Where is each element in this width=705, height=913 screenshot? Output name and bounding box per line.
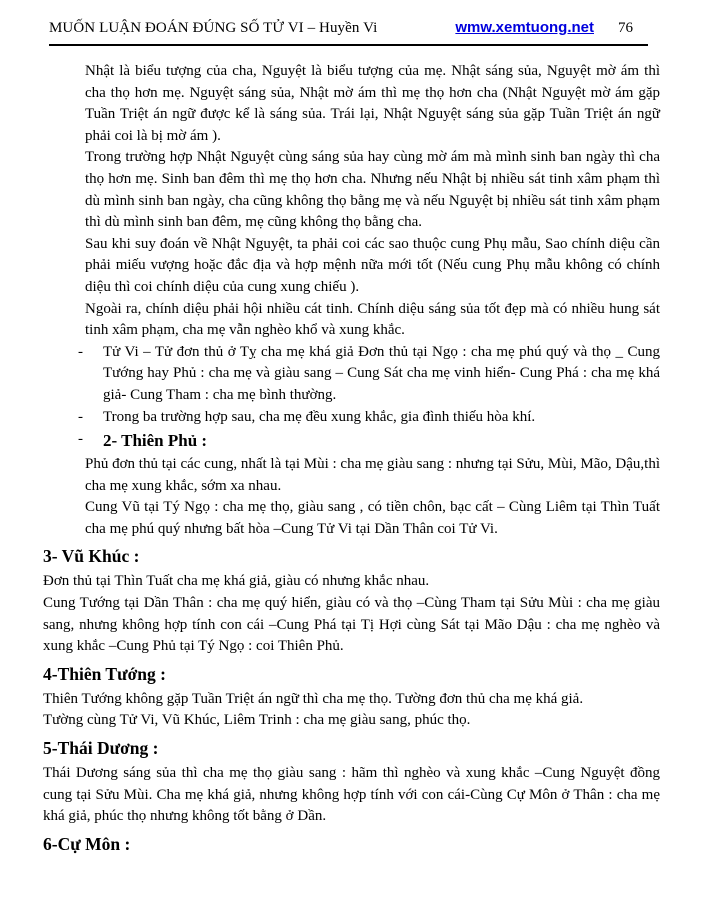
intro-block <box>85 61 660 342</box>
page-number: 76 <box>618 20 633 36</box>
bullet-list <box>75 342 660 453</box>
list-item-heading <box>75 429 660 453</box>
thien-phu-block <box>85 454 660 540</box>
section-thai-duong <box>43 737 660 828</box>
list-item <box>75 342 660 407</box>
bullet-dash: - <box>78 431 83 448</box>
section-cu-mon <box>43 833 660 856</box>
paragraph: Nhật là biểu tượng của cha, Nguyệt là biểu tượng của mẹ. Nhật sáng sủa, Nguyệt mờ ám thì cha thọ hơn mẹ. Nguyệt sáng sủa, Nhật mờ ám thì mẹ thọ hơn cha (Nhật Nguyệt mờ ám gặp Tuần Triệt án ngữ được kể là sáng sủa. Trái lại, Nhật Nguyệt sáng sủa gặp Tuần Triệt án ngữ phải coi là bị mờ ám ). <box>85 63 660 144</box>
bullet-dash: - <box>78 408 83 425</box>
header-divider <box>49 44 648 46</box>
list-item <box>75 407 660 429</box>
website-link[interactable]: wmw.xemtuong.net <box>455 19 594 36</box>
section-thien-tuong <box>43 663 660 732</box>
section-heading-cu-mon: 6-Cự Môn : <box>43 833 131 854</box>
document-body <box>43 61 660 856</box>
document-title: MUỐN LUẬN ĐOÁN ĐÚNG SỐ TỬ VI – Huyền Vi <box>49 20 378 36</box>
section-heading-vu-khuc: 3- Vũ Khúc : <box>43 546 140 567</box>
paragraph: Thiên Tướng không gặp Tuần Triệt án ngữ thì cha mẹ thọ. Tường đơn thủ cha mẹ khá giả. <box>43 690 584 707</box>
paragraph: Cung Tướng tại Dần Thân : cha mẹ quý hiển, giàu có và thọ –Cùng Tham tại Sửu Mùi : cha mẹ giàu sang, nhưng không hợp tính con cái –Cung Phá tại Tị Hợi cùng Sát tại Mão Dậu : cha mẹ nghèo và xung khắc –Cung Phủ tại Tý Ngọ : coi Thiên Phủ. <box>43 595 660 655</box>
paragraph: Sau khi suy đoán về Nhật Nguyệt, ta phải coi các sao thuộc cung Phụ mẫu, Sao chính diệu cần phải miếu vượng hoặc đắc địa và hợp mệnh nữa mới tốt (Nếu cung Phụ mẫu không có chính diệu thì coi chính diệu của cung xung chiếu ). <box>85 235 660 295</box>
paragraph: Tường cùng Tử Vi, Vũ Khúc, Liêm Trinh : cha mẹ giàu sang, phúc thọ. <box>43 712 471 729</box>
paragraph: Cung Vũ tại Tý Ngọ : cha mẹ thọ, giàu sang , có tiền chôn, bạc cất – Cùng Liêm tại Thìn Tuất cha mẹ phú quý nhưng bất hòa –Cung Tử Vi tại Dần Thân coi Tử Vi. <box>85 499 660 537</box>
section-vu-khuc <box>43 545 660 657</box>
section-heading-thien-tuong: 4-Thiên Tướng : <box>43 663 166 684</box>
page-header <box>0 0 705 37</box>
paragraph: Thái Dương sáng sủa thì cha mẹ thọ giàu sang : hãm thì nghèo và xung khắc –Cung Nguyệt đồng cung tại Sửu Mùi. Cha mẹ khá giả, nhưng không hợp tính với con cái-Cùng Cự Môn ở Thân : cha mẹ khá giả, phúc thọ nhưng không tốt bằng ở Dần. <box>43 765 660 825</box>
paragraph: Phủ đơn thủ tại các cung, nhất là tại Mùi : cha mẹ giàu sang : nhưng tại Sửu, Mùi, Mão, Dậu,thì cha mẹ xung khắc, sớm xa nhau. <box>85 456 660 494</box>
list-item-text: Tử Vi – Tử đơn thủ ở Tỵ cha mẹ khá giả Đơn thủ tại Ngọ : cha mẹ phú quý và thọ _ Cung Tướng hay Phủ : cha mẹ và giàu sang – Cung Sát cha mẹ vinh hiển- Cung Phá : cha mẹ khá giả- Cung Tham : cha mẹ bình thường. <box>103 343 660 403</box>
section-heading-thai-duong: 5-Thái Dương : <box>43 738 159 759</box>
list-item-text: Trong ba trường hợp sau, cha mẹ đều xung khắc, gia đình thiếu hòa khí. <box>103 408 536 425</box>
bullet-dash: - <box>78 343 83 360</box>
paragraph: Ngoài ra, chính diệu phải hội nhiều cát tinh. Chính diệu sáng sủa tốt đẹp mà có nhiều hung sát tinh xâm phạm, cha mẹ vẫn nghèo khổ và xung khắc. <box>85 300 660 339</box>
paragraph: Trong trường hợp Nhật Nguyệt cùng sáng sủa hay cùng mờ ám mà mình sinh ban ngày thì cha thọ hơn mẹ. Sinh ban đêm thì mẹ thọ hơn cha. Nhưng nếu Nhật bị nhiều sát tinh xâm phạm thì dù mình sinh ban ngày, cha cũng không thọ bằng mẹ và nếu Nguyệt bị nhiều sát tinh xâm phạm thì dù mình sinh ban đêm, mẹ cũng không thọ bằng cha. <box>85 149 660 231</box>
paragraph: Đơn thủ tại Thìn Tuất cha mẹ khá giả, giàu có nhưng khắc nhau. <box>43 573 430 590</box>
section-heading-thien-phu: 2- Thiên Phủ : <box>103 431 208 451</box>
